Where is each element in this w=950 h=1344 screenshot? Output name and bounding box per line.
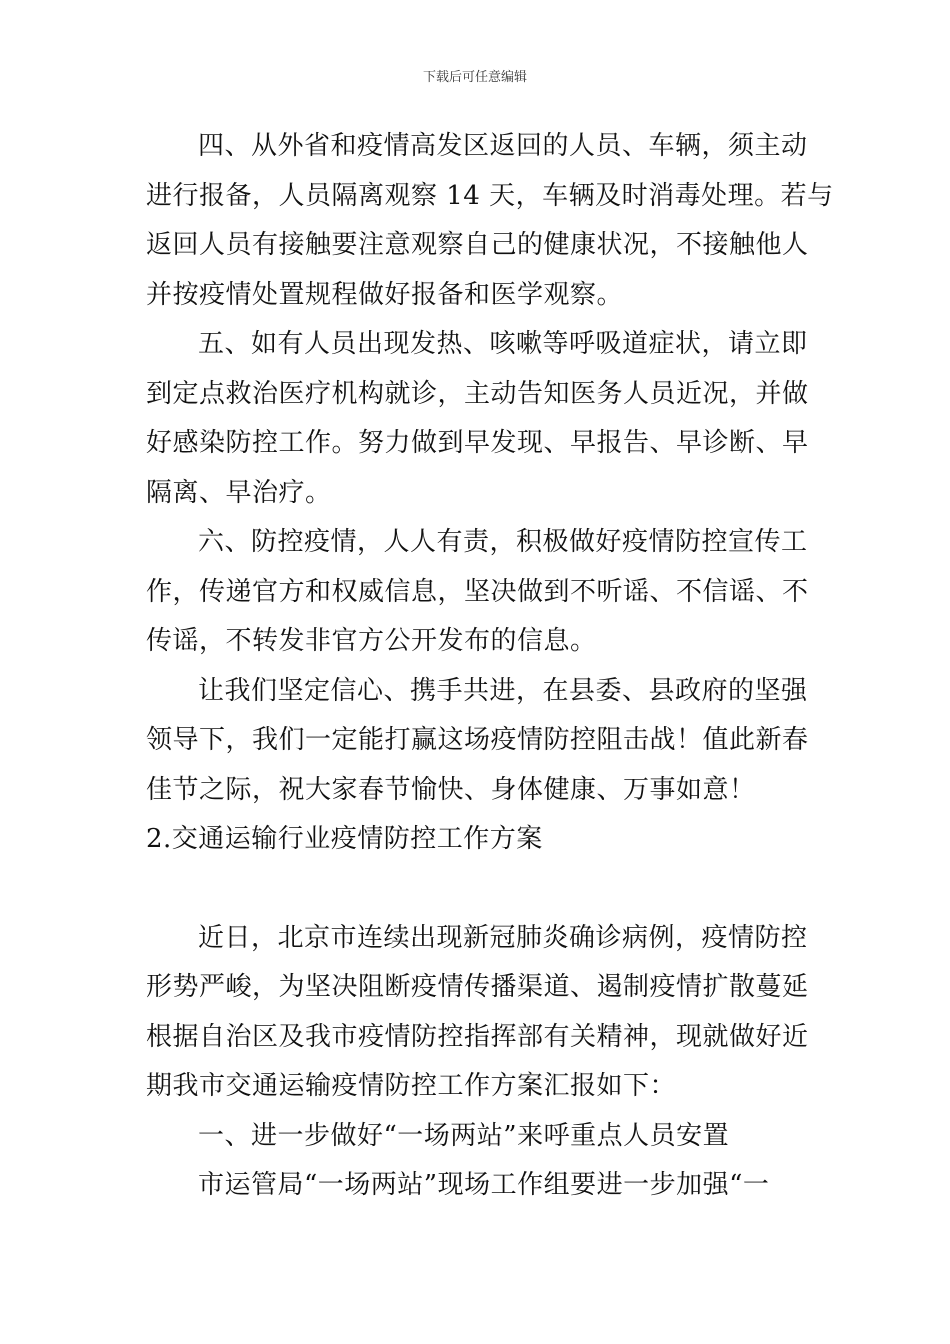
paragraph-line: 六、防控疫情，人人有责，积极做好疫情防控宣传工 [198,527,808,557]
paragraph-line: 作，传递官方和权威信息，坚决做到不听谣、不信谣、不 [146,576,809,607]
blank-space [146,865,808,914]
paragraph-line: 五、如有人员出现发热、咳嗽等呼吸道症状，请立即 [198,329,808,359]
paragraph-line: 并按疫情处置规程做好报备和医学观察。 [146,279,624,310]
paragraph-line: 市运管局“一场两站”现场工作组要进一步加强“一 [198,1170,770,1200]
paragraph-line: 返回人员有接触要注意观察自己的健康状况，不接触他人 [146,230,809,260]
paragraph-line: 根据自治区及我市疫情防控指挥部有关精神，现就做好近 [146,1021,809,1052]
paragraph-line: 领导下，我们一定能打赢这场疫情防控阻击战！值此新春 [146,725,809,755]
header-note: 下载后可任意编辑 [422,70,527,85]
paragraph-line: 进行报备，人员隔离观察 14 天，车辆及时消毒处理。若与 [146,180,834,211]
paragraph-line: 隔离、早治疗。 [146,477,332,508]
paragraph-line: 好感染防控工作。努力做到早发现、早报告、早诊断、早 [146,428,809,458]
paragraph-line: 到定点救治医疗机构就诊，主动告知医务人员近况，并做 [146,378,809,409]
paragraph-line: 四、从外省和疫情高发区返回的人员、车辆，须主动 [198,131,808,161]
subsection-heading: 一、进一步做好“一场两站”来呼重点人员安置 [198,1120,730,1151]
document-body [146,122,834,1211]
paragraph-line: 佳节之际，祝大家春节愉快、身体健康、万事如意！ [146,774,756,805]
paragraph-line: 形势严峻，为坚决阻断疫情传播渠道、遏制疫情扩散蔓延 [146,972,809,1002]
section-heading: 2.交通运输行业疫情防控工作方案 [146,824,543,854]
paragraph-line: 传谣，不转发非官方公开发布的信息。 [146,626,597,656]
paragraph-line: 近日，北京市连续出现新冠肺炎确诊病例，疫情防控 [198,922,808,953]
paragraph-line: 期我市交通运输疫情防控工作方案汇报如下： [146,1071,677,1101]
paragraph-line: 让我们坚定信心、携手共进，在县委、县政府的坚强 [198,675,808,706]
